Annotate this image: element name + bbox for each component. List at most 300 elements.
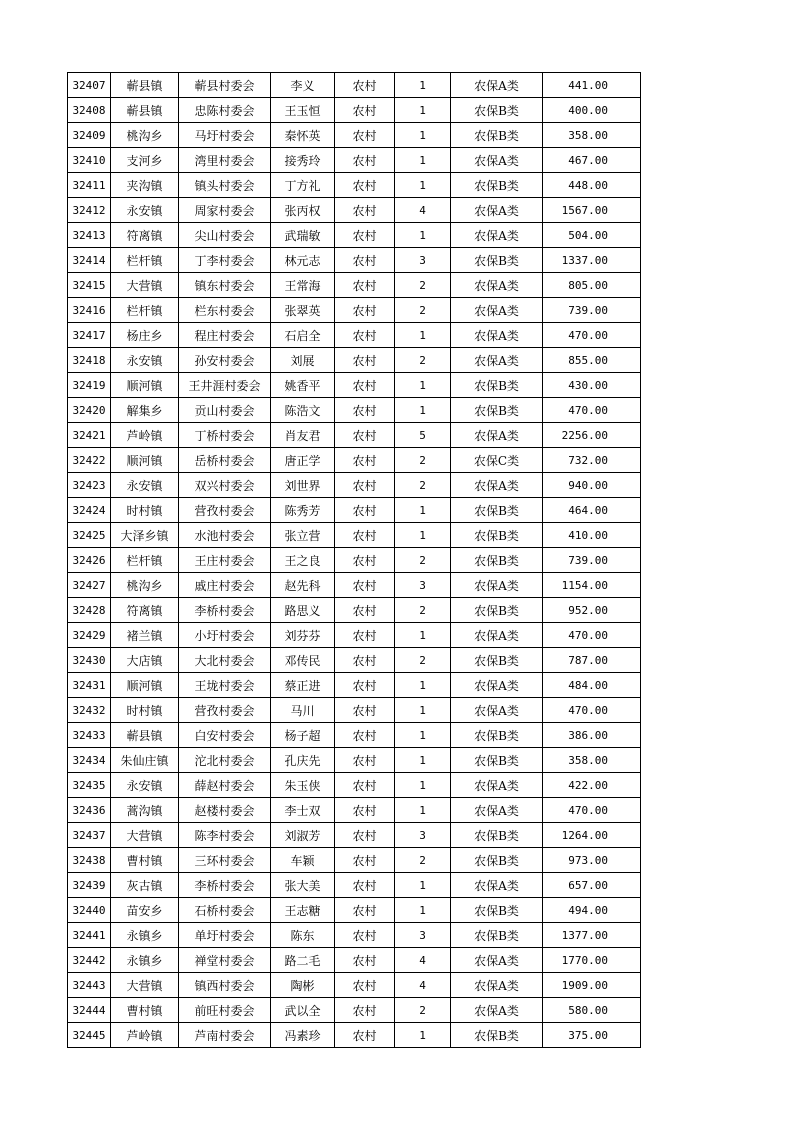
table-row [68, 698, 641, 723]
cell-insurance-category: 农保A类 [451, 798, 543, 823]
cell-township: 曹村镇 [111, 848, 179, 873]
cell-area-type: 农村 [335, 523, 395, 548]
cell-village-committee: 石桥村委会 [179, 898, 271, 923]
cell-area-type: 农村 [335, 548, 395, 573]
cell-person-name: 朱玉侠 [271, 773, 335, 798]
cell-village-committee: 赵楼村委会 [179, 798, 271, 823]
cell-household-count: 3 [395, 573, 451, 598]
cell-person-name: 唐正学 [271, 448, 335, 473]
cell-township: 桃沟乡 [111, 573, 179, 598]
cell-household-count: 2 [395, 598, 451, 623]
cell-household-count: 4 [395, 973, 451, 998]
cell-village-committee: 水池村委会 [179, 523, 271, 548]
cell-amount: 1567.00 [543, 198, 641, 223]
cell-township: 杨庄乡 [111, 323, 179, 348]
cell-township: 大营镇 [111, 823, 179, 848]
cell-village-committee: 孙安村委会 [179, 348, 271, 373]
cell-township: 灰古镇 [111, 873, 179, 898]
cell-area-type: 农村 [335, 873, 395, 898]
cell-record-id: 32411 [68, 173, 111, 198]
cell-amount: 1770.00 [543, 948, 641, 973]
cell-household-count: 2 [395, 298, 451, 323]
cell-township: 永安镇 [111, 348, 179, 373]
table-row [68, 1023, 641, 1048]
cell-insurance-category: 农保A类 [451, 423, 543, 448]
cell-amount: 470.00 [543, 698, 641, 723]
cell-village-committee: 小圩村委会 [179, 623, 271, 648]
cell-insurance-category: 农保A类 [451, 273, 543, 298]
cell-area-type: 农村 [335, 1023, 395, 1048]
cell-village-committee: 营孜村委会 [179, 498, 271, 523]
cell-area-type: 农村 [335, 373, 395, 398]
cell-record-id: 32415 [68, 273, 111, 298]
cell-village-committee: 王井涯村委会 [179, 373, 271, 398]
cell-insurance-category: 农保B类 [451, 598, 543, 623]
table-row [68, 198, 641, 223]
cell-person-name: 林元志 [271, 248, 335, 273]
data-table [67, 72, 641, 1048]
table-row [68, 623, 641, 648]
table-row [68, 948, 641, 973]
cell-person-name: 张大美 [271, 873, 335, 898]
cell-record-id: 32424 [68, 498, 111, 523]
cell-township: 桃沟乡 [111, 123, 179, 148]
cell-amount: 1337.00 [543, 248, 641, 273]
cell-record-id: 32421 [68, 423, 111, 448]
cell-record-id: 32439 [68, 873, 111, 898]
cell-record-id: 32419 [68, 373, 111, 398]
cell-village-committee: 栏东村委会 [179, 298, 271, 323]
cell-person-name: 陈浩文 [271, 398, 335, 423]
cell-person-name: 刘淑芳 [271, 823, 335, 848]
cell-record-id: 32418 [68, 348, 111, 373]
cell-record-id: 32410 [68, 148, 111, 173]
cell-amount: 940.00 [543, 473, 641, 498]
cell-record-id: 32435 [68, 773, 111, 798]
cell-village-committee: 禅堂村委会 [179, 948, 271, 973]
cell-record-id: 32434 [68, 748, 111, 773]
table-row [68, 248, 641, 273]
cell-village-committee: 蕲县村委会 [179, 73, 271, 98]
table-row [68, 748, 641, 773]
cell-household-count: 1 [395, 748, 451, 773]
cell-village-committee: 镇西村委会 [179, 973, 271, 998]
cell-amount: 787.00 [543, 648, 641, 673]
table-row [68, 373, 641, 398]
cell-township: 顺河镇 [111, 673, 179, 698]
cell-township: 夹沟镇 [111, 173, 179, 198]
cell-amount: 952.00 [543, 598, 641, 623]
cell-amount: 580.00 [543, 998, 641, 1023]
cell-household-count: 1 [395, 898, 451, 923]
cell-village-committee: 马圩村委会 [179, 123, 271, 148]
table-row [68, 523, 641, 548]
cell-area-type: 农村 [335, 273, 395, 298]
cell-person-name: 王玉恒 [271, 98, 335, 123]
cell-insurance-category: 农保B类 [451, 723, 543, 748]
cell-person-name: 刘展 [271, 348, 335, 373]
cell-area-type: 农村 [335, 398, 395, 423]
cell-township: 栏杆镇 [111, 548, 179, 573]
cell-village-committee: 周家村委会 [179, 198, 271, 223]
cell-household-count: 4 [395, 198, 451, 223]
cell-household-count: 1 [395, 623, 451, 648]
cell-insurance-category: 农保A类 [451, 973, 543, 998]
cell-record-id: 32427 [68, 573, 111, 598]
cell-area-type: 农村 [335, 648, 395, 673]
cell-township: 曹村镇 [111, 998, 179, 1023]
cell-village-committee: 李桥村委会 [179, 598, 271, 623]
cell-record-id: 32431 [68, 673, 111, 698]
cell-person-name: 马川 [271, 698, 335, 723]
cell-record-id: 32420 [68, 398, 111, 423]
cell-household-count: 1 [395, 1023, 451, 1048]
table-row [68, 398, 641, 423]
cell-record-id: 32433 [68, 723, 111, 748]
cell-record-id: 32443 [68, 973, 111, 998]
cell-village-committee: 镇东村委会 [179, 273, 271, 298]
cell-amount: 375.00 [543, 1023, 641, 1048]
cell-township: 时村镇 [111, 498, 179, 523]
cell-area-type: 农村 [335, 673, 395, 698]
cell-area-type: 农村 [335, 323, 395, 348]
cell-person-name: 王志糖 [271, 898, 335, 923]
cell-village-committee: 忠陈村委会 [179, 98, 271, 123]
cell-record-id: 32425 [68, 523, 111, 548]
cell-person-name: 丁方礼 [271, 173, 335, 198]
cell-area-type: 农村 [335, 223, 395, 248]
table-row [68, 473, 641, 498]
cell-household-count: 3 [395, 823, 451, 848]
table-row [68, 73, 641, 98]
cell-township: 永安镇 [111, 198, 179, 223]
cell-household-count: 2 [395, 998, 451, 1023]
cell-township: 芦岭镇 [111, 1023, 179, 1048]
cell-amount: 430.00 [543, 373, 641, 398]
cell-person-name: 陈东 [271, 923, 335, 948]
cell-village-committee: 单圩村委会 [179, 923, 271, 948]
cell-township: 大营镇 [111, 973, 179, 998]
cell-insurance-category: 农保A类 [451, 773, 543, 798]
cell-area-type: 农村 [335, 623, 395, 648]
cell-village-committee: 镇头村委会 [179, 173, 271, 198]
cell-village-committee: 薛赵村委会 [179, 773, 271, 798]
cell-household-count: 3 [395, 248, 451, 273]
cell-person-name: 王常海 [271, 273, 335, 298]
cell-township: 蒿沟镇 [111, 798, 179, 823]
table-row [68, 123, 641, 148]
cell-amount: 470.00 [543, 623, 641, 648]
cell-record-id: 32436 [68, 798, 111, 823]
cell-insurance-category: 农保A类 [451, 198, 543, 223]
cell-area-type: 农村 [335, 423, 395, 448]
table-row [68, 873, 641, 898]
cell-household-count: 1 [395, 98, 451, 123]
cell-township: 蕲县镇 [111, 98, 179, 123]
cell-township: 时村镇 [111, 698, 179, 723]
table-row [68, 223, 641, 248]
cell-area-type: 农村 [335, 123, 395, 148]
cell-household-count: 4 [395, 948, 451, 973]
table-row [68, 323, 641, 348]
cell-person-name: 路二毛 [271, 948, 335, 973]
table-body [68, 73, 641, 1048]
cell-record-id: 32416 [68, 298, 111, 323]
cell-insurance-category: 农保A类 [451, 323, 543, 348]
cell-insurance-category: 农保B类 [451, 398, 543, 423]
cell-household-count: 1 [395, 873, 451, 898]
cell-record-id: 32407 [68, 73, 111, 98]
cell-amount: 494.00 [543, 898, 641, 923]
cell-township: 苗安乡 [111, 898, 179, 923]
cell-amount: 400.00 [543, 98, 641, 123]
cell-person-name: 王之良 [271, 548, 335, 573]
cell-amount: 504.00 [543, 223, 641, 248]
cell-township: 支河乡 [111, 148, 179, 173]
cell-person-name: 杨子超 [271, 723, 335, 748]
cell-area-type: 农村 [335, 723, 395, 748]
cell-township: 符离镇 [111, 223, 179, 248]
cell-amount: 386.00 [543, 723, 641, 748]
cell-person-name: 肖友君 [271, 423, 335, 448]
cell-record-id: 32423 [68, 473, 111, 498]
cell-amount: 448.00 [543, 173, 641, 198]
cell-amount: 467.00 [543, 148, 641, 173]
cell-village-committee: 双兴村委会 [179, 473, 271, 498]
cell-record-id: 32429 [68, 623, 111, 648]
cell-area-type: 农村 [335, 598, 395, 623]
cell-amount: 464.00 [543, 498, 641, 523]
cell-village-committee: 营孜村委会 [179, 698, 271, 723]
cell-person-name: 刘芬芬 [271, 623, 335, 648]
cell-person-name: 冯素珍 [271, 1023, 335, 1048]
cell-village-committee: 贡山村委会 [179, 398, 271, 423]
cell-amount: 739.00 [543, 298, 641, 323]
cell-household-count: 1 [395, 698, 451, 723]
cell-person-name: 陶彬 [271, 973, 335, 998]
cell-record-id: 32426 [68, 548, 111, 573]
cell-household-count: 1 [395, 723, 451, 748]
cell-record-id: 32440 [68, 898, 111, 923]
cell-area-type: 农村 [335, 848, 395, 873]
cell-amount: 657.00 [543, 873, 641, 898]
table-row [68, 98, 641, 123]
cell-insurance-category: 农保A类 [451, 873, 543, 898]
cell-household-count: 1 [395, 523, 451, 548]
table-row [68, 998, 641, 1023]
cell-area-type: 农村 [335, 298, 395, 323]
cell-record-id: 32442 [68, 948, 111, 973]
table-row [68, 498, 641, 523]
cell-township: 大泽乡镇 [111, 523, 179, 548]
cell-amount: 358.00 [543, 123, 641, 148]
cell-household-count: 1 [395, 223, 451, 248]
cell-person-name: 秦怀英 [271, 123, 335, 148]
cell-amount: 422.00 [543, 773, 641, 798]
cell-insurance-category: 农保A类 [451, 148, 543, 173]
cell-village-committee: 戚庄村委会 [179, 573, 271, 598]
table-row [68, 598, 641, 623]
cell-record-id: 32438 [68, 848, 111, 873]
cell-area-type: 农村 [335, 948, 395, 973]
table-row [68, 923, 641, 948]
cell-township: 栏杆镇 [111, 298, 179, 323]
cell-insurance-category: 农保B类 [451, 648, 543, 673]
cell-person-name: 陈秀芳 [271, 498, 335, 523]
table-row [68, 848, 641, 873]
cell-township: 永安镇 [111, 473, 179, 498]
cell-insurance-category: 农保B类 [451, 923, 543, 948]
cell-household-count: 1 [395, 173, 451, 198]
cell-record-id: 32441 [68, 923, 111, 948]
cell-insurance-category: 农保B类 [451, 373, 543, 398]
cell-amount: 441.00 [543, 73, 641, 98]
cell-insurance-category: 农保B类 [451, 898, 543, 923]
cell-township: 蕲县镇 [111, 723, 179, 748]
cell-amount: 470.00 [543, 798, 641, 823]
cell-insurance-category: 农保A类 [451, 573, 543, 598]
cell-household-count: 2 [395, 648, 451, 673]
cell-household-count: 2 [395, 473, 451, 498]
table-row [68, 348, 641, 373]
table-row [68, 573, 641, 598]
cell-insurance-category: 农保A类 [451, 223, 543, 248]
cell-household-count: 1 [395, 673, 451, 698]
table-row [68, 148, 641, 173]
cell-household-count: 1 [395, 773, 451, 798]
table-row [68, 898, 641, 923]
cell-person-name: 张翠英 [271, 298, 335, 323]
cell-insurance-category: 农保B类 [451, 173, 543, 198]
cell-village-committee: 王垅村委会 [179, 673, 271, 698]
cell-area-type: 农村 [335, 798, 395, 823]
cell-area-type: 农村 [335, 498, 395, 523]
cell-insurance-category: 农保B类 [451, 498, 543, 523]
table-row [68, 273, 641, 298]
cell-amount: 739.00 [543, 548, 641, 573]
cell-record-id: 32409 [68, 123, 111, 148]
cell-record-id: 32445 [68, 1023, 111, 1048]
cell-amount: 410.00 [543, 523, 641, 548]
cell-record-id: 32414 [68, 248, 111, 273]
cell-insurance-category: 农保B类 [451, 748, 543, 773]
cell-area-type: 农村 [335, 698, 395, 723]
cell-village-committee: 陈李村委会 [179, 823, 271, 848]
table-row [68, 673, 641, 698]
cell-person-name: 邓传民 [271, 648, 335, 673]
cell-household-count: 2 [395, 348, 451, 373]
cell-village-committee: 李桥村委会 [179, 873, 271, 898]
cell-insurance-category: 农保B类 [451, 548, 543, 573]
cell-amount: 855.00 [543, 348, 641, 373]
cell-township: 朱仙庄镇 [111, 748, 179, 773]
cell-area-type: 农村 [335, 923, 395, 948]
cell-village-committee: 丁桥村委会 [179, 423, 271, 448]
cell-record-id: 32432 [68, 698, 111, 723]
cell-person-name: 李士双 [271, 798, 335, 823]
cell-insurance-category: 农保B类 [451, 123, 543, 148]
table-row [68, 423, 641, 448]
cell-area-type: 农村 [335, 173, 395, 198]
cell-household-count: 1 [395, 498, 451, 523]
cell-household-count: 1 [395, 373, 451, 398]
cell-amount: 1909.00 [543, 973, 641, 998]
cell-household-count: 2 [395, 848, 451, 873]
cell-village-committee: 白安村委会 [179, 723, 271, 748]
cell-village-committee: 丁李村委会 [179, 248, 271, 273]
cell-township: 永安镇 [111, 773, 179, 798]
cell-household-count: 2 [395, 273, 451, 298]
cell-record-id: 32417 [68, 323, 111, 348]
cell-record-id: 32430 [68, 648, 111, 673]
cell-record-id: 32444 [68, 998, 111, 1023]
table-row [68, 298, 641, 323]
cell-record-id: 32428 [68, 598, 111, 623]
cell-person-name: 张丙权 [271, 198, 335, 223]
cell-household-count: 1 [395, 148, 451, 173]
cell-amount: 1377.00 [543, 923, 641, 948]
cell-amount: 732.00 [543, 448, 641, 473]
cell-village-committee: 程庄村委会 [179, 323, 271, 348]
cell-person-name: 姚香平 [271, 373, 335, 398]
cell-area-type: 农村 [335, 823, 395, 848]
cell-township: 大店镇 [111, 648, 179, 673]
cell-township: 芦岭镇 [111, 423, 179, 448]
cell-township: 蕲县镇 [111, 73, 179, 98]
table-row [68, 973, 641, 998]
cell-household-count: 2 [395, 448, 451, 473]
cell-person-name: 车颖 [271, 848, 335, 873]
cell-record-id: 32408 [68, 98, 111, 123]
cell-insurance-category: 农保A类 [451, 623, 543, 648]
cell-amount: 470.00 [543, 398, 641, 423]
cell-insurance-category: 农保B类 [451, 823, 543, 848]
cell-village-committee: 湾里村委会 [179, 148, 271, 173]
cell-person-name: 石启全 [271, 323, 335, 348]
cell-township: 褚兰镇 [111, 623, 179, 648]
table-row [68, 823, 641, 848]
cell-person-name: 刘世界 [271, 473, 335, 498]
cell-area-type: 农村 [335, 573, 395, 598]
cell-person-name: 接秀玲 [271, 148, 335, 173]
cell-household-count: 1 [395, 123, 451, 148]
cell-person-name: 路思义 [271, 598, 335, 623]
table-row [68, 173, 641, 198]
cell-record-id: 32422 [68, 448, 111, 473]
cell-insurance-category: 农保A类 [451, 948, 543, 973]
cell-household-count: 1 [395, 323, 451, 348]
cell-person-name: 蔡正进 [271, 673, 335, 698]
cell-area-type: 农村 [335, 348, 395, 373]
cell-area-type: 农村 [335, 473, 395, 498]
cell-township: 符离镇 [111, 598, 179, 623]
cell-person-name: 武瑞敏 [271, 223, 335, 248]
cell-household-count: 1 [395, 398, 451, 423]
cell-township: 顺河镇 [111, 373, 179, 398]
cell-household-count: 1 [395, 798, 451, 823]
cell-insurance-category: 农保B类 [451, 1023, 543, 1048]
cell-village-committee: 大北村委会 [179, 648, 271, 673]
cell-township: 永镇乡 [111, 948, 179, 973]
cell-amount: 1264.00 [543, 823, 641, 848]
cell-village-committee: 岳桥村委会 [179, 448, 271, 473]
cell-amount: 973.00 [543, 848, 641, 873]
table-row [68, 773, 641, 798]
cell-area-type: 农村 [335, 748, 395, 773]
cell-insurance-category: 农保B类 [451, 248, 543, 273]
cell-record-id: 32412 [68, 198, 111, 223]
cell-person-name: 赵先科 [271, 573, 335, 598]
